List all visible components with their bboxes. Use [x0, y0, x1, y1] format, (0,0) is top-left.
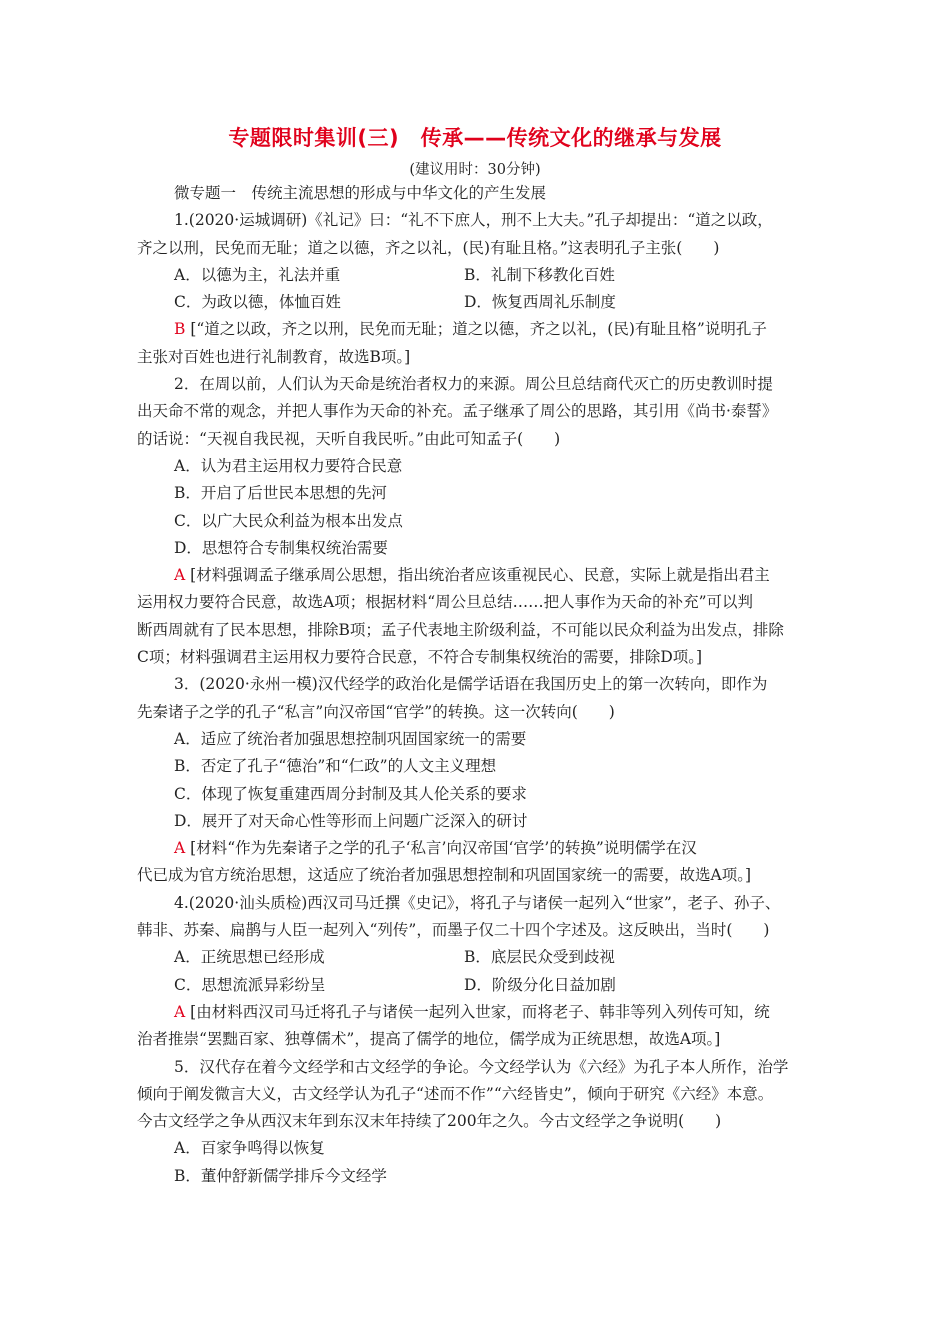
document-body: [137, 180, 819, 1190]
option-row: [137, 262, 819, 289]
option-d: D．思想符合专制集权统治需要: [174, 538, 388, 557]
stem-line: 的话说：“天视自我民视，天听自我民听。”由此可知孟子( ): [137, 429, 561, 448]
answer-explanation: [137, 999, 819, 1054]
suggested-time: (建议用时：30分钟): [409, 162, 541, 178]
question-5-stem: [137, 1054, 819, 1136]
option-a: A．适应了统治者加强思想控制巩固国家统一的需要: [174, 729, 527, 748]
stem-line: 先秦诸子之学的孔子“私言”向汉帝国“官学”的转换。这一次转向( ): [137, 702, 615, 721]
option-c: C．为政以德，体恤百姓: [174, 293, 341, 312]
answer-letter: B: [174, 320, 186, 339]
explanation-line: 运用权力要符合民意，故选A项；根据材料“周公旦总结……把人事作为天命的补充”可以判: [137, 593, 754, 612]
option-a: A．百家争鸣得以恢复: [174, 1139, 325, 1158]
stem-line: 2．在周以前，人们认为天命是统治者权力的来源。周公旦总结商代灭亡的历史教训时提: [174, 375, 773, 394]
explanation-line: [材料强调孟子继承周公思想，指出统治者应该重视民心、民意，实际上就是指出君主: [190, 566, 770, 585]
question-3-stem: [137, 671, 819, 726]
option-c: C．思想流派异彩纷呈: [174, 975, 326, 994]
stem-line: 齐之以刑，民免而无耻；道之以德，齐之以礼，(民)有耻且格。”这表明孔子主张( ): [137, 238, 720, 257]
option-b: B．底层民众受到歧视: [464, 948, 615, 967]
explanation-line: 断西周就有了民本思想，排除B项；孟子代表地主阶级利益，不可能以民众利益为出发点，排除: [137, 620, 784, 639]
option-row: [137, 972, 819, 999]
answer-letter: A: [174, 839, 186, 858]
option-d: D．恢复西周礼乐制度: [464, 293, 616, 312]
option-a: A．正统思想已经形成: [174, 948, 325, 967]
option-b: B．否定了孔子“德治”和“仁政”的人文主义理想: [174, 757, 497, 776]
stem-line: 1.(2020·运城调研)《礼记》曰：“礼不下庶人，刑不上大夫。”孔子却提出：“道之以政，: [174, 211, 773, 230]
explanation-line: 治者推崇“罢黜百家、独尊儒术”，提高了儒学的地位，儒学成为正统思想，故选A项。]: [137, 1030, 721, 1049]
explanation-line: [材料“作为先秦诸子之学的孔子‘私言’向汉帝国‘官学’的转换”说明儒学在汉: [190, 839, 697, 858]
stem-line: 倾向于阐发微言大义，古文经学认为孔子“述而不作”“六经皆史”，倾向于研究《六经》本意。: [137, 1084, 774, 1103]
stem-line: 韩非、苏秦、扁鹊与人臣一起列入“列传”，而墨子仅二十四个字述及。这反映出，当时( ): [137, 921, 770, 940]
question-2-stem: [137, 371, 819, 453]
option-row: [137, 944, 819, 971]
answer-explanation: [137, 316, 819, 371]
stem-line: 5．汉代存在着今文经学和古文经学的争论。今文经学认为《六经》为孔子本人所作，治学: [174, 1057, 789, 1076]
stem-line: 出天命不常的观念，并把人事作为天命的补充。孟子继承了周公的思路，其引用《尚书·泰誓》: [137, 402, 778, 421]
stem-line: 今古文经学之争从西汉末年到东汉末年持续了200年之久。今古文经学之争说明( ): [137, 1112, 722, 1131]
option-b: B．董仲舒新儒学排斥今文经学: [174, 1166, 387, 1185]
option-b: B．礼制下移教化百姓: [464, 265, 615, 284]
answer-letter: A: [174, 1002, 186, 1021]
section-heading: 微专题一 传统主流思想的形成与中华文化的产生发展: [174, 184, 547, 202]
option-c: C．体现了恢复重建西周分封制及其人伦关系的要求: [174, 784, 527, 803]
answer-explanation: [137, 562, 819, 671]
stem-line: 4.(2020·汕头质检)西汉司马迁撰《史记》，将孔子与诸侯一起列入“世家”，老子、孙子、: [174, 893, 781, 912]
stem-line: 3．(2020·永州一模)汉代经学的政治化是儒学话语在我国历史上的第一次转向，即作为: [174, 675, 768, 694]
question-1-stem: [137, 207, 819, 262]
explanation-line: [“道之以政，齐之以刑，民免而无耻；道之以德，齐之以礼，(民)有耻且格”说明孔子: [190, 320, 767, 339]
option-b: B．开启了后世民本思想的先河: [174, 484, 387, 503]
option-d: D．阶级分化日益加剧: [464, 975, 616, 994]
explanation-line: [由材料西汉司马迁将孔子与诸侯一起列入世家，而将老子、韩非等列入列传可知，统: [190, 1002, 770, 1021]
option-d: D．展开了对天命心性等形而上问题广泛深入的研讨: [174, 811, 528, 830]
answer-explanation: [137, 835, 819, 890]
answer-letter: A: [174, 566, 186, 585]
option-a: A．认为君主运用权力要符合民意: [174, 456, 403, 475]
option-row: [137, 289, 819, 316]
explanation-line: 主张对百姓也进行礼制教育，故选B项。]: [137, 347, 411, 366]
explanation-line: C项；材料强调君主运用权力要符合民意，不符合专制集权统治的需要，排除D项。]: [137, 648, 703, 667]
explanation-line: 代已成为官方统治思想，这适应了统治者加强思想控制和巩固国家统一的需要，故选A项。]: [137, 866, 751, 885]
page-title: 专题限时集训(三) 传承——传统文化的继承与发展: [228, 126, 722, 150]
question-4-stem: [137, 890, 819, 945]
option-a: A．以德为主，礼法并重: [174, 265, 341, 284]
option-c: C．以广大民众利益为根本出发点: [174, 511, 403, 530]
